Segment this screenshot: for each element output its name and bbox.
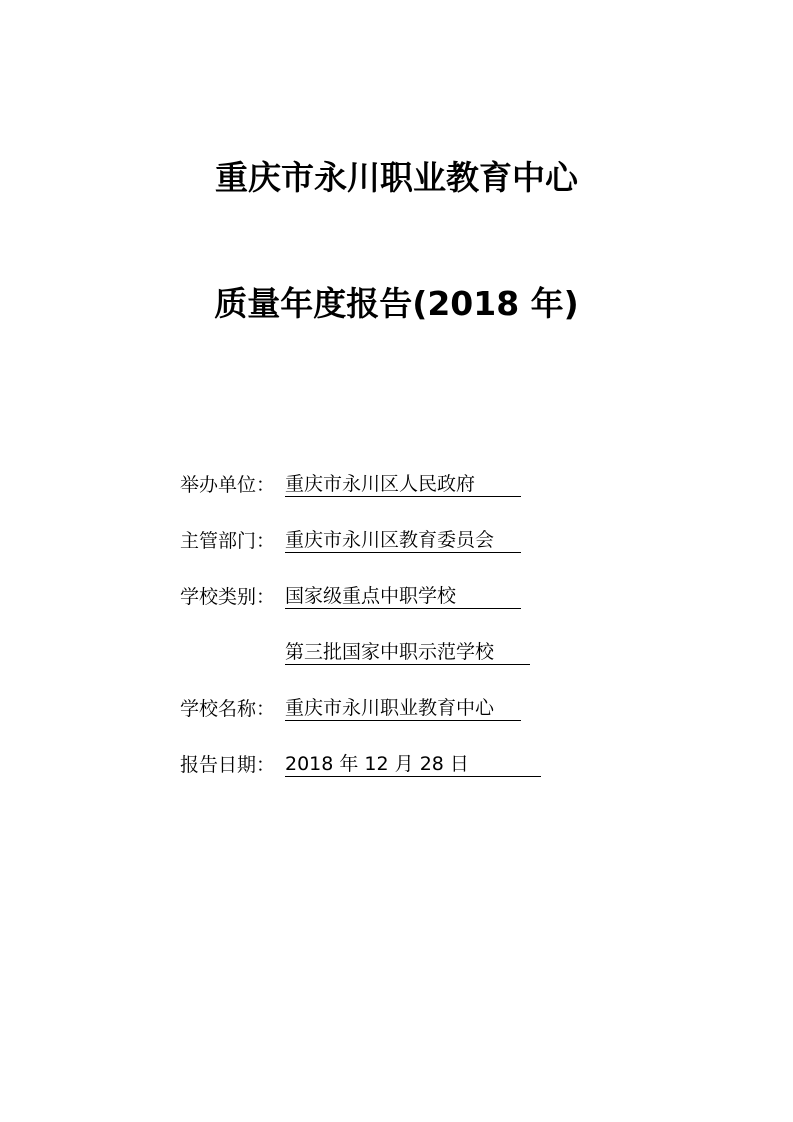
report-title-year: 质量年度报告(2018 年) xyxy=(214,284,579,323)
field-label-report-date: 报告日期： xyxy=(180,754,276,776)
field-value-category-2: 第三批国家中职示范学校 xyxy=(285,641,530,665)
field-value-report-date: 2018 年 12 月 28 日 xyxy=(285,753,541,777)
report-title-school: 重庆市永川职业教育中心 xyxy=(215,158,578,197)
field-value-school-name: 重庆市永川职业教育中心 xyxy=(285,697,521,721)
field-value-organizer: 重庆市永川区人民政府 xyxy=(285,473,521,497)
field-label-authority: 主管部门： xyxy=(180,530,276,552)
field-value-authority: 重庆市永川区教育委员会 xyxy=(285,529,521,553)
field-value-category: 国家级重点中职学校 xyxy=(285,585,521,609)
field-label-organizer: 举办单位： xyxy=(180,474,276,496)
field-label-school-name: 学校名称： xyxy=(180,698,276,720)
field-label-category: 学校类别： xyxy=(180,586,276,608)
